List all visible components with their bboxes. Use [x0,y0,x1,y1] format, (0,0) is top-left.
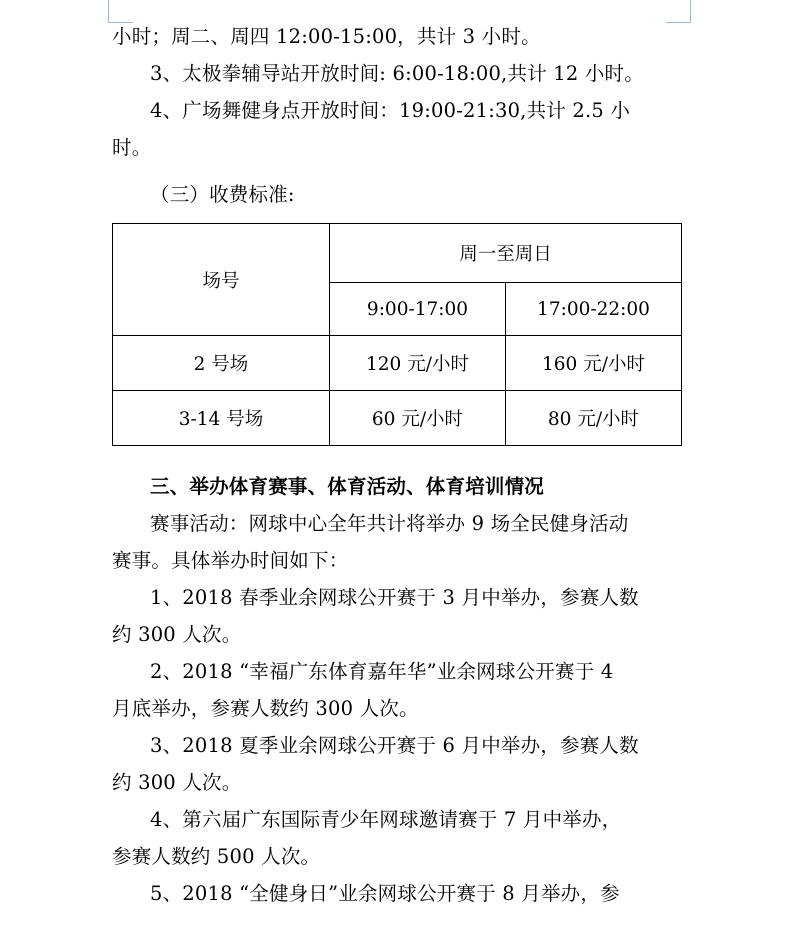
subsection-label: （三）收费标准: [150,183,295,206]
paragraph-line: 赛事活动：网球中心全年共计将举办 9 场全民健身活动 [150,512,629,535]
table-row [113,336,682,391]
table-header-timeslot-1: 9:00-17:00 [329,283,505,336]
paragraph-line: 约 300 人次。 [112,623,242,646]
table-header-days: 周一至周日 [329,224,681,283]
paragraph-line: 3、太极拳辅导站开放时间: 6:00-18:00,共计 12 小时。 [150,62,644,85]
table-cell-rate-night: 160 元/小时 [505,336,681,391]
table-cell-court: 2 号场 [113,336,330,391]
paragraph-line: 3、2018 夏季业余网球公开赛于 6 月中举办，参赛人数 [150,734,639,757]
paragraph-line: 约 300 人次。 [112,771,242,794]
table-cell-rate-day: 60 元/小时 [329,391,505,446]
table-header-court: 场号 [113,224,330,336]
paragraph-line: 时。 [112,136,152,159]
table-cell-rate-night: 80 元/小时 [505,391,681,446]
fee-table [112,223,682,446]
paragraph-line: 4、第六届广东国际青少年网球邀请赛于 7 月中举办， [150,808,622,831]
paragraph-line: 参赛人数约 500 人次。 [112,845,321,868]
paragraph-line: 小时；周二、周四 12:00-15:00，共计 3 小时。 [112,25,541,48]
table-cell-rate-day: 120 元/小时 [329,336,505,391]
paragraph-line: 1、2018 春季业余网球公开赛于 3 月中举办，参赛人数 [150,586,639,609]
paragraph-line: 赛事。具体举办时间如下： [112,549,349,572]
paragraph-line: 2、2018 “幸福广东体育嘉年华”业余网球公开赛于 4 [150,660,614,683]
spacer [112,166,682,176]
spacer [112,452,682,468]
paragraph-line: 月底举办，参赛人数约 300 人次。 [112,697,419,720]
paragraph-line: 5、2018 “全健身日”业余网球公开赛于 8 月举办，参 [150,882,620,905]
paragraph-line: 4、广场舞健身点开放时间：19:00-21:30,共计 2.5 小 [150,99,631,122]
document-body [112,18,682,912]
table-row [113,224,682,283]
table-header-timeslot-2: 17:00-22:00 [505,283,681,336]
table-row [113,391,682,446]
section-heading: 三、举办体育赛事、体育活动、体育培训情况 [150,475,545,498]
table-cell-court: 3-14 号场 [113,391,330,446]
